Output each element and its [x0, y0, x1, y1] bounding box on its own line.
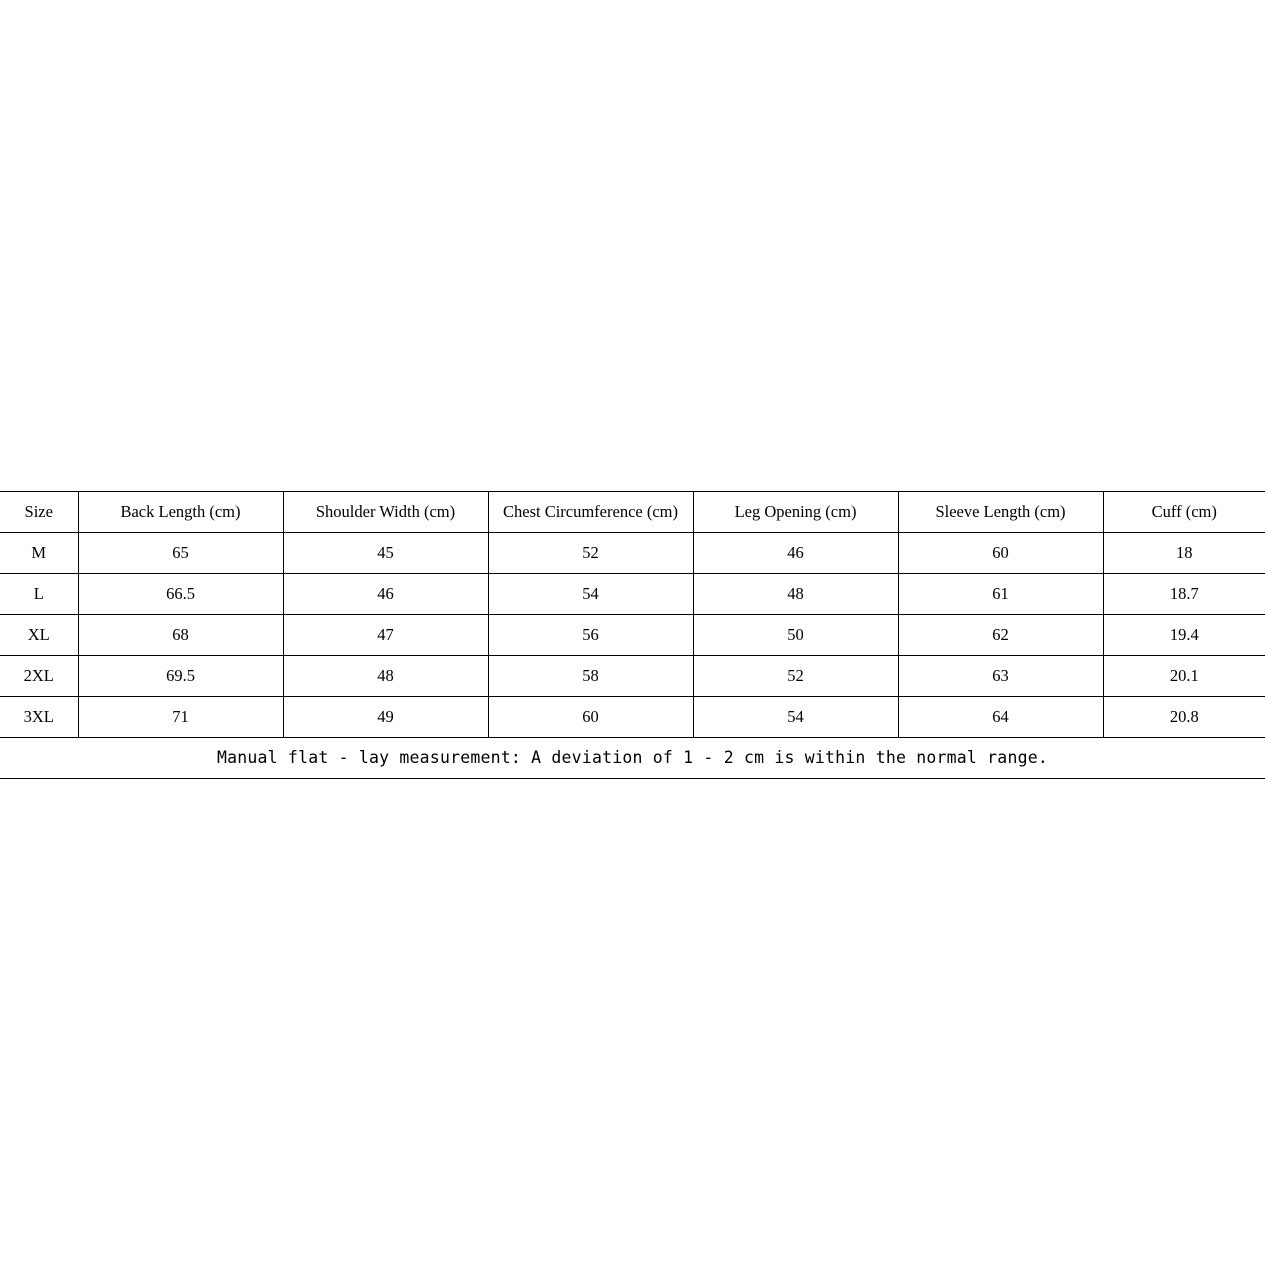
cell-back-length: 66.5: [78, 574, 283, 615]
cell-chest-circumference: 54: [488, 574, 693, 615]
column-header-cuff: Cuff (cm): [1103, 492, 1265, 533]
table-body: [0, 533, 1265, 779]
cell-back-length: 69.5: [78, 656, 283, 697]
cell-size: 2XL: [0, 656, 78, 697]
cell-cuff: 20.1: [1103, 656, 1265, 697]
cell-shoulder-width: 45: [283, 533, 488, 574]
table-row: [0, 697, 1265, 738]
table-header-row: [0, 492, 1265, 533]
cell-back-length: 71: [78, 697, 283, 738]
table-row: [0, 615, 1265, 656]
cell-size: XL: [0, 615, 78, 656]
cell-back-length: 65: [78, 533, 283, 574]
table-row: [0, 533, 1265, 574]
cell-shoulder-width: 47: [283, 615, 488, 656]
cell-cuff: 18: [1103, 533, 1265, 574]
measurement-note: Manual flat - lay measurement: A deviation of 1 - 2 cm is within the normal range.: [0, 738, 1265, 779]
size-chart-table: [0, 491, 1265, 779]
size-chart-table-wrapper: [0, 491, 1265, 779]
cell-cuff: 18.7: [1103, 574, 1265, 615]
table-row: [0, 574, 1265, 615]
cell-size: 3XL: [0, 697, 78, 738]
column-header-size: Size: [0, 492, 78, 533]
cell-chest-circumference: 52: [488, 533, 693, 574]
cell-size: L: [0, 574, 78, 615]
cell-cuff: 19.4: [1103, 615, 1265, 656]
cell-sleeve-length: 62: [898, 615, 1103, 656]
cell-shoulder-width: 49: [283, 697, 488, 738]
column-header-back-length: Back Length (cm): [78, 492, 283, 533]
cell-leg-opening: 46: [693, 533, 898, 574]
cell-chest-circumference: 56: [488, 615, 693, 656]
table-row: [0, 656, 1265, 697]
table-header: [0, 492, 1265, 533]
column-header-leg-opening: Leg Opening (cm): [693, 492, 898, 533]
cell-size: M: [0, 533, 78, 574]
column-header-chest-circumference: Chest Circumference (cm): [488, 492, 693, 533]
cell-sleeve-length: 63: [898, 656, 1103, 697]
cell-sleeve-length: 64: [898, 697, 1103, 738]
cell-leg-opening: 50: [693, 615, 898, 656]
cell-cuff: 20.8: [1103, 697, 1265, 738]
cell-chest-circumference: 58: [488, 656, 693, 697]
cell-leg-opening: 54: [693, 697, 898, 738]
cell-sleeve-length: 60: [898, 533, 1103, 574]
cell-back-length: 68: [78, 615, 283, 656]
column-header-sleeve-length: Sleeve Length (cm): [898, 492, 1103, 533]
cell-sleeve-length: 61: [898, 574, 1103, 615]
cell-shoulder-width: 46: [283, 574, 488, 615]
cell-shoulder-width: 48: [283, 656, 488, 697]
column-header-shoulder-width: Shoulder Width (cm): [283, 492, 488, 533]
cell-leg-opening: 48: [693, 574, 898, 615]
cell-chest-circumference: 60: [488, 697, 693, 738]
cell-leg-opening: 52: [693, 656, 898, 697]
measurement-note-row: [0, 738, 1265, 779]
